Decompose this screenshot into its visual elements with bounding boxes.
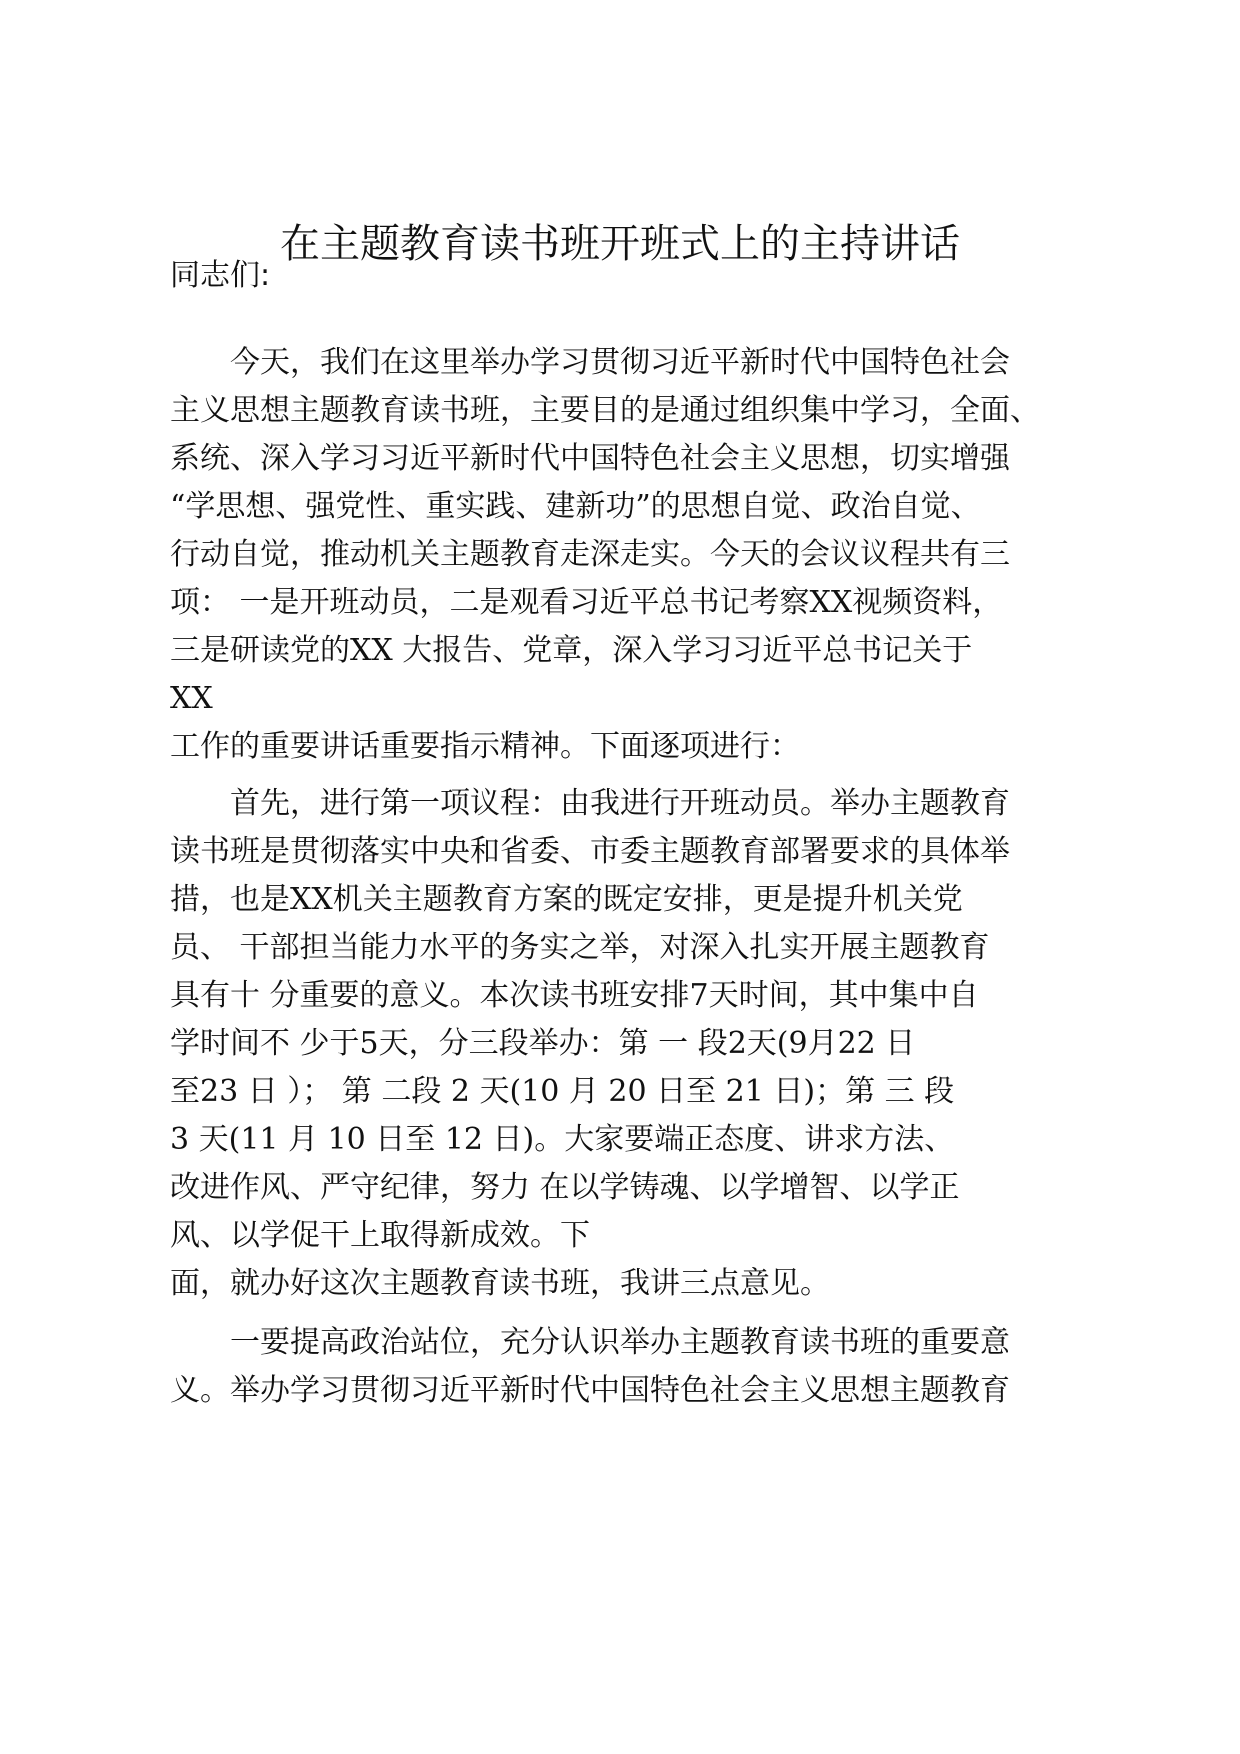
text-line-20: 面，就办好这次主题教育读书班，我讲三点意见。 (170, 1266, 830, 1301)
text-line-21: 一要提高政治站位，充分认识举办主题教育读书班的重要意 (230, 1325, 1010, 1360)
document-title: 在主题教育读书班开班式上的主持讲话 (280, 221, 960, 267)
text-line-11: 读书班是贯彻落实中央和省委、市委主题教育部署要求的具体举 (170, 834, 1010, 869)
text-line-9: 工作的重要讲话重要指示精神。下面逐项进行： (170, 729, 800, 764)
text-line-1: 今天，我们在这里举办学习贯彻习近平新时代中国特色社会 (230, 345, 1010, 380)
text-line-19: 风、以学促干上取得新成效。下 (170, 1218, 590, 1253)
text-line-22: 义。举办学习贯彻习近平新时代中国特色社会主义思想主题教育 (170, 1373, 1010, 1408)
text-line-4: “学思想、强党性、重实践、建新功”的思想自觉、政治自觉、 (170, 489, 981, 524)
text-line-17: 3 天(11 月 10 日至 12 日)。大家要端正态度、讲求方法、 (170, 1122, 955, 1157)
text-line-15: 学时间不 少于5天，分三段举办：第 一 段2天(9月22 日 (170, 1026, 916, 1061)
text-line-6: 项： 一是开班动员，二是观看习近平总书记考察XX视频资料， (170, 585, 1003, 620)
text-line-3: 系统、深入学习习近平新时代中国特色社会主义思想，切实增强 (170, 441, 1010, 476)
text-line-8: XX (170, 681, 213, 716)
text-line-14: 具有十 分重要的意义。本次读书班安排7天时间，其中集中自 (170, 978, 979, 1013)
text-line-13: 员、 干部担当能力水平的务实之举，对深入扎实开展主题教育 (170, 930, 990, 965)
text-line-16: 至23 日 ）； 第 二段 2 天(10 月 20 日至 21 日)；第 三 段 (170, 1074, 955, 1109)
text-line-10: 首先，进行第一项议程：由我进行开班动员。举办主题教育 (230, 786, 1010, 821)
text-line-12: 措，也是XX机关主题教育方案的既定安排，更是提升机关党 (170, 882, 963, 917)
text-line-2: 主义思想主题教育读书班，主要目的是通过组织集中学习，全面、 (170, 393, 1040, 428)
text-line-7: 三是研读党的XX 大报告、党章，深入学习习近平总书记关于 (170, 633, 973, 668)
text-line-5: 行动自觉，推动机关主题教育走深走实。今天的会议议程共有三 (170, 537, 1010, 572)
text-line-18: 改进作风、严守纪律，努力 在以学铸魂、以学增智、以学正 (170, 1170, 960, 1205)
salutation: 同志们: (170, 258, 271, 293)
